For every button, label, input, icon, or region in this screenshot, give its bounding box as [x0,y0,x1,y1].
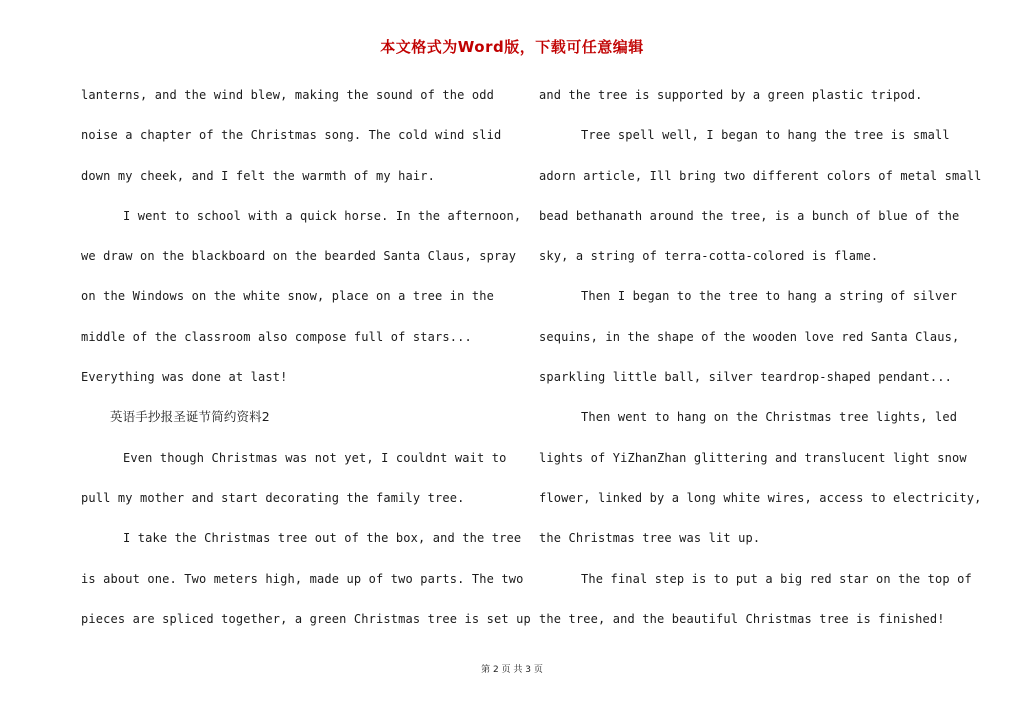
text-line: adorn article, Ill bring two different colors of metal small [539,168,982,183]
text-line: flower, linked by a long white wires, access to electricity, [539,490,982,505]
text-line: middle of the classroom also compose full of stars... [81,329,472,344]
text-line: the Christmas tree was lit up. [539,531,761,546]
paragraph-start-line: The final step is to put a big red star on the top of [581,571,972,586]
text-line: pull my mother and start decorating the family tree. [81,490,465,505]
text-line: on the Windows on the white snow, place on a tree in the [81,289,494,304]
text-line: pieces are spliced together, a green Christmas tree is set up [81,611,531,626]
left-text-column [81,80,531,644]
text-line: lights of YiZhanZhan glittering and translucent light snow [539,450,967,465]
paragraph-start-line: I went to school with a quick horse. In the afternoon, [123,208,522,223]
paragraph-start-line: Tree spell well, I began to hang the tree is small [581,128,950,143]
text-line: sequins, in the shape of the wooden love red Santa Claus, [539,329,960,344]
text-line: bead bethanath around the tree, is a bunch of blue of the [539,208,960,223]
document-header-title: 本文格式为Word版，下载可任意编辑 [380,38,644,56]
text-line: lanterns, and the wind blew, making the sound of the odd [81,88,494,102]
page-number-footer: 第 2 页 共 3 页 [481,665,543,675]
text-line: and the tree is supported by a green plastic tripod. [539,88,923,102]
paragraph-start-line: I take the Christmas tree out of the box, and the tree [123,531,522,546]
text-line: noise a chapter of the Christmas song. The cold wind slid [81,128,502,143]
text-line: is about one. Two meters high, made up of two parts. The two [81,571,524,586]
section-heading: 英语手抄报圣诞节简约资料2 [110,409,270,425]
text-line: sky, a string of terra-cotta-colored is flame. [539,249,879,264]
paragraph-start-line: Then I began to the tree to hang a string of silver [581,289,958,304]
paragraph-start-line: Even though Christmas was not yet, I couldnt wait to [123,450,507,465]
text-line: Everything was done at last! [81,370,288,385]
text-line: sparkling little ball, silver teardrop-shaped pendant... [539,370,952,385]
text-line: the tree, and the beautiful Christmas tree is finished! [539,611,945,626]
text-line: down my cheek, and I felt the warmth of my hair. [81,168,435,183]
paragraph-start-line: Then went to hang on the Christmas tree lights, led [581,410,958,425]
right-text-column [539,80,982,644]
text-line: we draw on the blackboard on the bearded Santa Claus, spray [81,249,517,264]
